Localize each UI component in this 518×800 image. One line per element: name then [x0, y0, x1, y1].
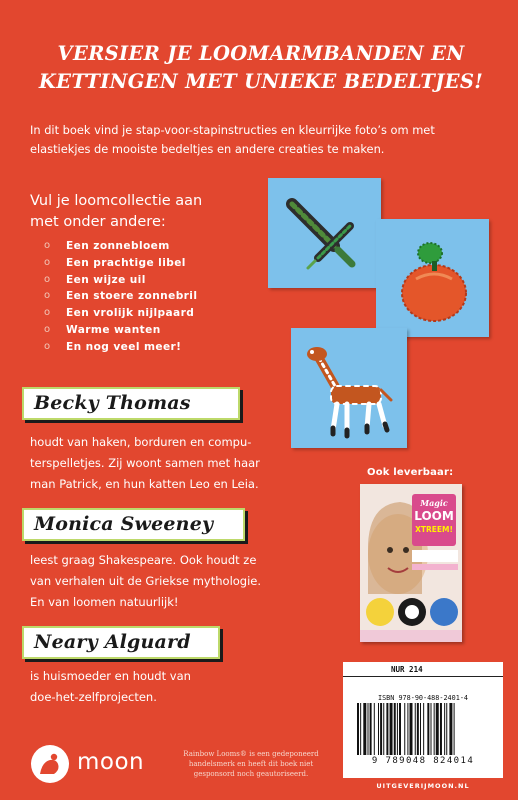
author-banner-becky-thomas	[22, 387, 240, 420]
headline	[22, 40, 500, 96]
barcode-icon	[357, 703, 489, 755]
cover-title-line-2: LOOM	[414, 509, 454, 523]
cover-title-line-3: XTREEM!	[415, 525, 453, 534]
list-item: o En nog veel meer!	[44, 339, 197, 356]
moon-logo-icon	[30, 744, 70, 784]
photo-apple-charm	[376, 219, 489, 337]
publisher-name: moon	[77, 749, 145, 775]
intro-line-2: elastiekjes de mooiste bedeltjes en andere creaties te maken.	[30, 142, 385, 156]
list-item: o Een stoere zonnebril	[44, 288, 197, 305]
barcode-number: 9 789048 824014	[371, 756, 475, 766]
author-banner-neary-alguard	[22, 626, 220, 659]
cover-title-line-1: Magic	[420, 498, 448, 508]
trademark-disclaimer: Rainbow Looms® is een gedeponeerd handelsmerk en heeft dit boek niet gesponsord noch geautoriseerd.	[183, 750, 319, 778]
list-item: o Warme wanten	[44, 322, 197, 339]
author-name: Becky Thomas	[34, 392, 191, 414]
photo-sword-charm	[268, 178, 381, 288]
also-available-label: Ook leverbaar:	[367, 467, 454, 478]
author-bio-neary-alguard: is huismoeder en houdt van doe-het-zelfprojecten.	[30, 669, 191, 704]
list-item: o Een wijze uil	[44, 272, 197, 289]
bullet-mark: o	[44, 240, 51, 251]
bullet-mark: o	[44, 256, 51, 268]
author-name: Monica Sweeney	[34, 513, 214, 535]
apple-charm-icon	[376, 219, 489, 337]
collection-list	[44, 238, 197, 356]
bullet-mark: o	[44, 290, 51, 302]
collection-title	[30, 191, 260, 233]
bullet-mark: o	[44, 273, 51, 285]
also-available-book-cover	[360, 484, 462, 642]
list-item: o Een zonnebloem	[44, 238, 197, 255]
intro-line-1: In dit boek vind je stap-voor-stapinstructies en kleurrijke foto’s om met	[30, 123, 435, 137]
author-bio-becky-thomas: houdt van haken, borduren en compu- terspelletjes. Zij woont samen met haar man Patrick, en hun katten Leo en Leia.	[30, 435, 260, 491]
list-item: o Een vrolijk nijlpaard	[44, 305, 197, 322]
collection-title-line-1: Vul je loomcollectie aan	[30, 193, 203, 209]
author-name: Neary Alguard	[34, 631, 191, 653]
headline-line-2: KETTINGEN MET UNIEKE BEDELTJES!	[38, 70, 484, 93]
collection-title-line-2: met onder andere:	[30, 214, 166, 230]
bullet-mark: o	[44, 307, 51, 319]
barcode-panel	[343, 662, 503, 778]
list-item: o Een prachtige libel	[44, 255, 197, 272]
sword-charm-icon	[268, 178, 381, 288]
giraffe-charm-icon	[291, 328, 407, 448]
author-bio-monica-sweeney: leest graag Shakespeare. Ook houdt ze van verhalen uit de Griekse mythologie. En van loomen natuurlijk!	[30, 553, 262, 609]
bullet-mark: o	[44, 323, 51, 335]
headline-line-1: VERSIER JE LOOMARMBANDEN EN	[57, 42, 465, 65]
publisher-url: UITGEVERIJMOON.NL	[376, 782, 470, 790]
intro-text	[30, 121, 492, 159]
bullet-mark: o	[44, 340, 51, 352]
author-banner-monica-sweeney	[22, 508, 245, 541]
nur-code: NUR 214	[343, 662, 503, 677]
photo-giraffe-charm	[291, 328, 407, 448]
isbn-text: ISBN 978-90-488-2401-4	[377, 694, 469, 702]
